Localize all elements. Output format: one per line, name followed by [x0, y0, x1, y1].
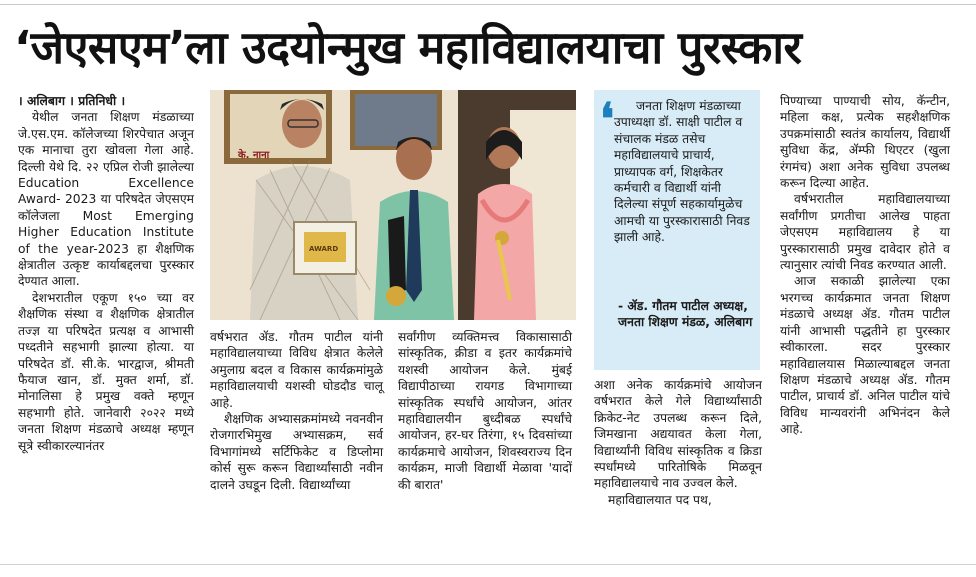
- paragraph: वर्षभरात ॲड. गौतम पाटील यांनी महाविद्यालयाच्या विविध क्षेत्रात केलेले अमुलाग्र बदल व विकास कार्यक्रमांमुळे महाविद्यालयाची यशस्वी घोडदौड चालू आहे.: [210, 330, 383, 410]
- paragraph: येथील जनता शिक्षण मंडळाच्या जे.एस.एम. कॉलेजच्या शिरपेचात अजून एक मानाचा तुरा खोवला गेला आहे. दिल्ली येथे दि. २२ एप्रिल रोजी झालेल्या Education Excellence Award- 2023 या परिषदेत जेएसएम कॉलेजला Most Emerging Higher Education Institute of the year-2023 हा शैक्षणिक क्षेत्रातील उत्कृष्ट कार्याबद्दलचा पुरस्कार देण्यात आला.: [18, 110, 194, 289]
- paragraph: शैक्षणिक अभ्यासक्रमांमध्ये नवनवीन रोजगारभिमुख अभ्यासक्रम, सर्व विभागांमध्ये सर्टिफिकेट व डिप्लोमा कोर्स सुरू करून विद्यार्थ्यांसाठी नवीन दालने उघडून दिली. विद्यार्थ्यांच्या: [210, 412, 383, 492]
- top-rule: [0, 4, 976, 5]
- paragraph: पिण्याच्या पाण्याची सोय, कॅन्टीन, महिला कक्ष, प्रत्येक सहशैक्षणिक उपक्रमांसाठी स्वतंत्र कार्यालय, विद्यार्थी सुविधा केंद्र, ॲम्फी थिएटर (खुला रंगमंच) अशा अनेक सुविधा उपलब्ध करून दिल्या आहेत.: [780, 94, 950, 191]
- pull-quote-box: [594, 90, 760, 370]
- dateline: । अलिबाग । प्रतिनिधी ।: [18, 94, 126, 108]
- paragraph: महाविद्यालयात पद पथ,: [608, 492, 712, 507]
- paragraph: वर्षभरातील महाविद्यालयाच्या सर्वांगीण प्रगतीचा आलेख पाहता जेएसएम महाविद्यालय हे या पुरस्कारासाठी प्रमुख दावेदार होते व त्यानुसार त्यांची निवड करण्यात आली.: [780, 192, 950, 273]
- paragraph: देशभरातील एकूण १५० च्या वर शैक्षणिक संस्था व शैक्षणिक क्षेत्रातील तज्ज्ञ या परिषदेत प्रत्यक्ष व आभासी पध्दतीने सहभागी झाल्या होत्या. या परिषदेत डॉ. सी.के. भारद्वाज, श्रीमती फैयाज खान, डॉ. मुक्त शर्मा, डॉ. मोनालिसा हे प्रमुख वक्ते म्हणून सहभागी होते. जानेवारी २०२२ मध्ये जनता शिक्षण मंडळाचे अध्यक्ष म्हणून सूत्रे स्वीकारल्यानंतर: [18, 290, 194, 453]
- bottom-rule: [0, 564, 976, 565]
- wall-banner-text: के. नाना: [238, 150, 270, 161]
- article-column-2: [210, 329, 383, 493]
- article-column-5: [780, 93, 950, 438]
- article-headline: ‘जेएसएम’ला उदयोन्मुख महाविद्यालयाचा पुरस्कार: [14, 21, 802, 74]
- article-column-1: [18, 93, 194, 454]
- pull-quote-signature: - ॲड. गौतम पाटील अध्यक्ष, जनता शिक्षण मंडळ, अलिबाग: [618, 299, 753, 330]
- paragraph: सर्वांगीण व्यक्तिमत्त्व विकासासाठी सांस्कृतिक, क्रीडा व इतर कार्यक्रमांचे यशस्वी आयोजन केले. मुंबई विद्यापीठाच्या रायगड विभागाच्या सांस्कृतिक स्पर्धांचे आयोजन, आंतर महाविद्यालयीन बुध्दीबळ स्पर्धांचे आयोजन, हर-घर तिरंगा, १५ दिवसांच्या कार्यक्रमाचे आयोजन, शिवस्वराज्य दिन कार्यक्रम, माजी विद्यार्थी मेळावा 'यादों की बारात': [398, 330, 572, 492]
- article-column-3: [398, 329, 572, 493]
- trophy: [388, 216, 406, 294]
- award-photo: [210, 90, 576, 320]
- award-photo-illustration: [210, 90, 576, 320]
- article-column-4: [594, 377, 762, 508]
- quote-mark-icon: ❛: [600, 94, 615, 145]
- paragraph: आज सकाळी झालेल्या एका भरगच्च कार्यक्रमात जनता शिक्षण मंडळाचे अध्यक्ष ॲड. गौतम पाटील यांनी आभासी पद्धतीने हा पुरस्कार स्वीकारला. सदर पुरस्कार महाविद्यालयास मिळाल्याबद्दल जनता शिक्षण मंडळाचे अध्यक्ष ॲड. गौतम पाटील, प्राचार्य डॉ. अनिल पाटील यांचे विविध मान्यवरांनी अभिनंदन केले आहे.: [780, 274, 950, 437]
- paragraph: अशा अनेक कार्यक्रमांचे आयोजन वर्षभरात केले गेले विद्यार्थ्यांसाठी क्रिकेट-नेट उपलब्ध करून दिले, जिमखाना अद्ययावत केला गेला, विद्यार्थ्यांनी विविध सांस्कृतिक व क्रिडा स्पर्धांमध्ये पारितोषिके मिळवून महाविद्यालयाचे नाव उज्वल केले.: [594, 378, 762, 491]
- svg-text:AWARD: AWARD: [309, 245, 339, 253]
- pull-quote-text: जनता शिक्षण मंडळाच्या उपाध्यक्षा डॉ. साक्षी पाटील व संचालक मंडळ तसेच महाविद्यालयाचे प्राचार्य, प्राध्यापक वर्ग, शिक्षकेतर कर्मचारी व विद्यार्थी यांनी दिलेल्या संपूर्ण सहकार्यामुळेच आमची या पुरस्कारासाठी निवड झाली आहे.: [614, 99, 750, 245]
